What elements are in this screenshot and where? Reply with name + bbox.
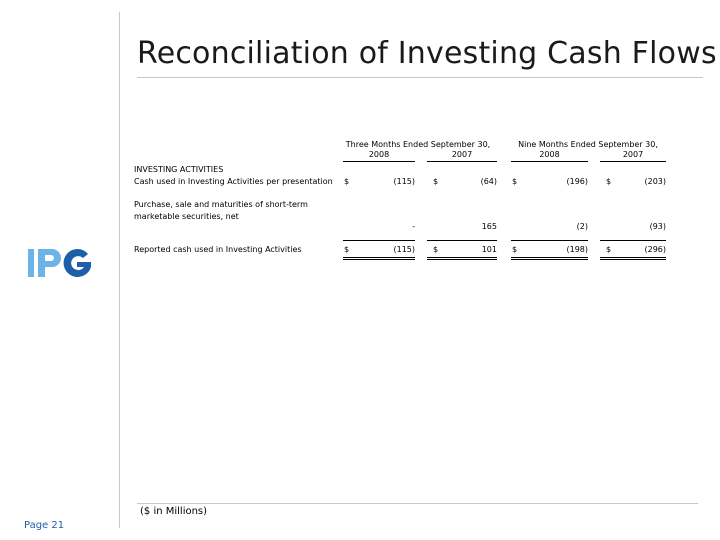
header-rule bbox=[511, 161, 588, 162]
dollar-sign: $ bbox=[512, 177, 518, 186]
year-header: 2008 bbox=[539, 150, 560, 159]
table-cell: 165 bbox=[481, 222, 497, 231]
dollar-sign: $ bbox=[512, 245, 518, 254]
table-cell: (296) bbox=[644, 245, 666, 254]
row-label: Reported cash used in Investing Activities bbox=[134, 245, 302, 254]
table-cell: (93) bbox=[649, 222, 666, 231]
period-header-three-months: Three Months Ended September 30, bbox=[345, 140, 491, 149]
year-header: 2007 bbox=[622, 150, 644, 159]
units-note: ($ in Millions) bbox=[140, 506, 208, 517]
dollar-sign: $ bbox=[606, 245, 612, 254]
page-number: Page 21 bbox=[24, 520, 65, 531]
dollar-sign: $ bbox=[433, 177, 439, 186]
logo-letter-i bbox=[28, 249, 34, 277]
title-underline bbox=[137, 77, 703, 78]
total-double-rule bbox=[427, 257, 497, 260]
section-label: INVESTING ACTIVITIES bbox=[134, 165, 224, 174]
page-title: Reconciliation of Investing Cash Flows bbox=[137, 36, 717, 71]
total-double-rule bbox=[343, 257, 415, 260]
row-label: Cash used in Investing Activities per presentation bbox=[134, 177, 333, 186]
footer-rule bbox=[137, 503, 698, 504]
period-header-nine-months: Nine Months Ended September 30, bbox=[518, 140, 658, 149]
vertical-divider bbox=[119, 12, 120, 528]
logo-letter-g bbox=[64, 249, 91, 277]
row-label: Purchase, sale and maturities of short-term bbox=[134, 200, 308, 209]
dollar-sign: $ bbox=[344, 245, 350, 254]
table-cell: (64) bbox=[480, 177, 497, 186]
table-cell: (196) bbox=[566, 177, 588, 186]
total-double-rule bbox=[511, 257, 588, 260]
subtotal-rule bbox=[600, 240, 666, 241]
year-header: 2007 bbox=[451, 150, 473, 159]
table-cell: - bbox=[412, 222, 415, 231]
dollar-sign: $ bbox=[344, 177, 350, 186]
year-header: 2008 bbox=[368, 150, 390, 159]
subtotal-rule bbox=[427, 240, 497, 241]
table-cell: (115) bbox=[393, 245, 415, 254]
table-cell: (203) bbox=[644, 177, 666, 186]
header-rule bbox=[343, 161, 415, 162]
table-cell: 101 bbox=[481, 245, 497, 254]
total-double-rule bbox=[600, 257, 666, 260]
table-cell: (2) bbox=[576, 222, 588, 231]
subtotal-rule bbox=[343, 240, 415, 241]
header-rule bbox=[600, 161, 666, 162]
table-cell: (115) bbox=[393, 177, 415, 186]
dollar-sign: $ bbox=[433, 245, 439, 254]
header-rule bbox=[427, 161, 497, 162]
dollar-sign: $ bbox=[606, 177, 612, 186]
ipg-logo bbox=[28, 247, 92, 279]
row-label: marketable securities, net bbox=[134, 212, 239, 221]
table-cell: (198) bbox=[566, 245, 588, 254]
subtotal-rule bbox=[511, 240, 588, 241]
logo-letter-p bbox=[38, 249, 61, 277]
